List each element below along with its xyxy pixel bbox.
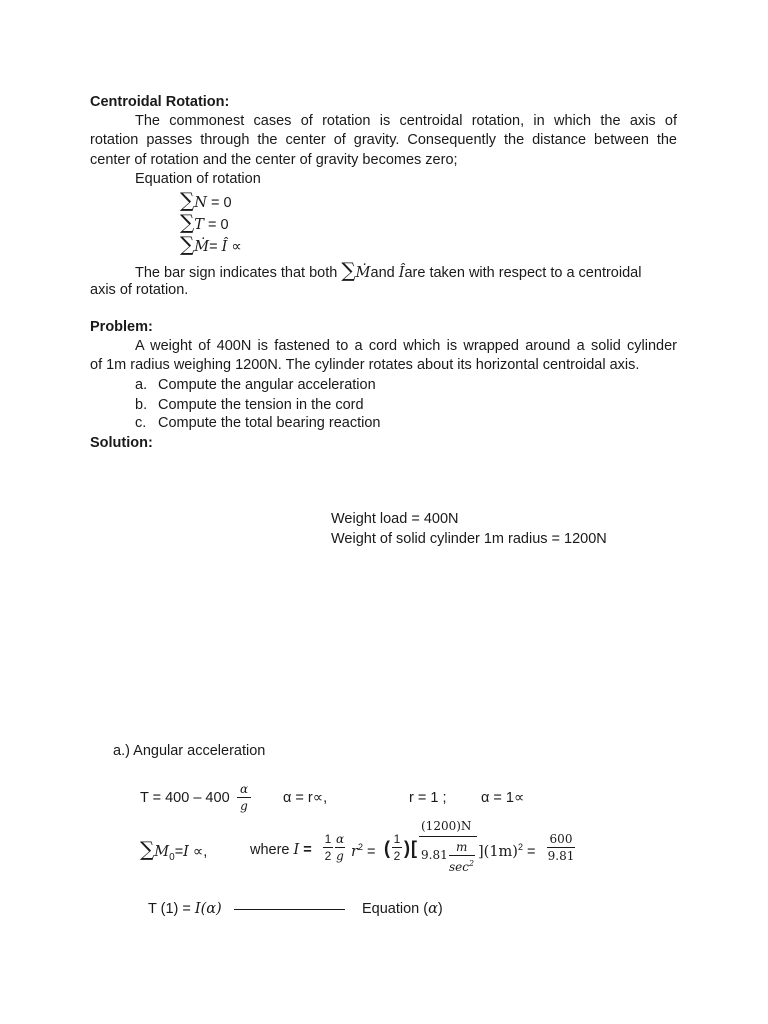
problem-line-1: A weight of 400N is fastened to a cord which is wrapped around a solid cylinder [135,338,677,354]
fraction-one-half: 1 2 [324,832,332,863]
radius-squared: $r^2$ = [351,842,376,860]
bar-note-line-2: axis of rotation. [90,282,189,298]
gravity-value: 9.81 [421,848,448,862]
bracket-open: [ [411,838,417,858]
task-c: c. Compute the total bearing reaction [135,415,381,431]
sigma-icon: ∑ [180,188,195,212]
bracket-tail: ]$(1m)^2$ = [478,842,536,860]
radius-value: r = 1 ; [409,790,447,806]
task-a: a. Compute the angular acceleration [135,377,376,393]
intro-line-2: rotation passes through the center of gravity. Consequently the distance between the [90,132,677,148]
sigma-icon: ∑ [341,258,356,282]
fraction-alpha-over-g-2: α g [335,832,345,863]
equation-label: Equation of rotation [135,171,261,187]
intro-line-1: The commonest cases of rotation is centroidal rotation, in which the axis of [135,113,677,129]
task-b: b. Compute the tension in the cord [135,397,364,413]
unit-numerator: m [456,840,468,854]
section-heading: Centroidal Rotation: [90,94,230,110]
bar-note: The bar sign indicates that both ∑Ṁand Îare taken with respect to a centroidal [135,258,642,282]
unit-denominator: $\sec^2$ [449,859,475,874]
intro-line-3: center of rotation and the center of gravity becomes zero; [90,152,458,168]
problem-line-2: of 1m radius weighing 1200N. The cylinder rotates about its horizontal centroidal axis. [90,357,640,373]
tension-equation: T = 400 – 400 [140,790,230,806]
part-a-title: a.) Angular acceleration [113,743,266,759]
equation-sum-m: ∑Ṁ= Î ∝ [180,232,242,256]
alpha-value: α = 1∝ [481,790,525,806]
equation-leader-line [234,909,345,910]
given-weight-load: Weight load = 400N [331,511,459,527]
solution-heading: Solution: [90,435,153,451]
torque-equation: T (1) = I(α) [148,901,222,917]
equation-label-alpha: Equation (α) [362,901,443,917]
fraction-one-half-2: 1 2 [393,832,401,863]
sigma-icon: ∑ [180,210,195,234]
given-cylinder-weight: Weight of solid cylinder 1m radius = 1200N [331,531,607,547]
sigma-icon: ∑ [180,232,195,256]
equation-sum-n: ∑N = 0 [180,188,232,212]
sigma-icon: ∑ [140,837,155,861]
unit-fraction-bar [449,855,475,856]
equation-sum-t: ∑T = 0 [180,210,229,234]
where-clause: where I = [250,842,312,858]
fraction-600-over-981: 600 9.81 [547,832,575,863]
alpha-relation: α = r∝, [283,790,328,806]
paren-open: ( [384,838,390,858]
fraction-alpha-over-g: α g [237,782,251,813]
weight-numerator: (1200)N [421,819,472,833]
main-fraction-bar [419,836,477,837]
moment-equation: $\sum M_0=I$ ∝, [140,837,208,863]
paren-close: ) [404,838,410,858]
problem-heading: Problem: [90,319,153,335]
